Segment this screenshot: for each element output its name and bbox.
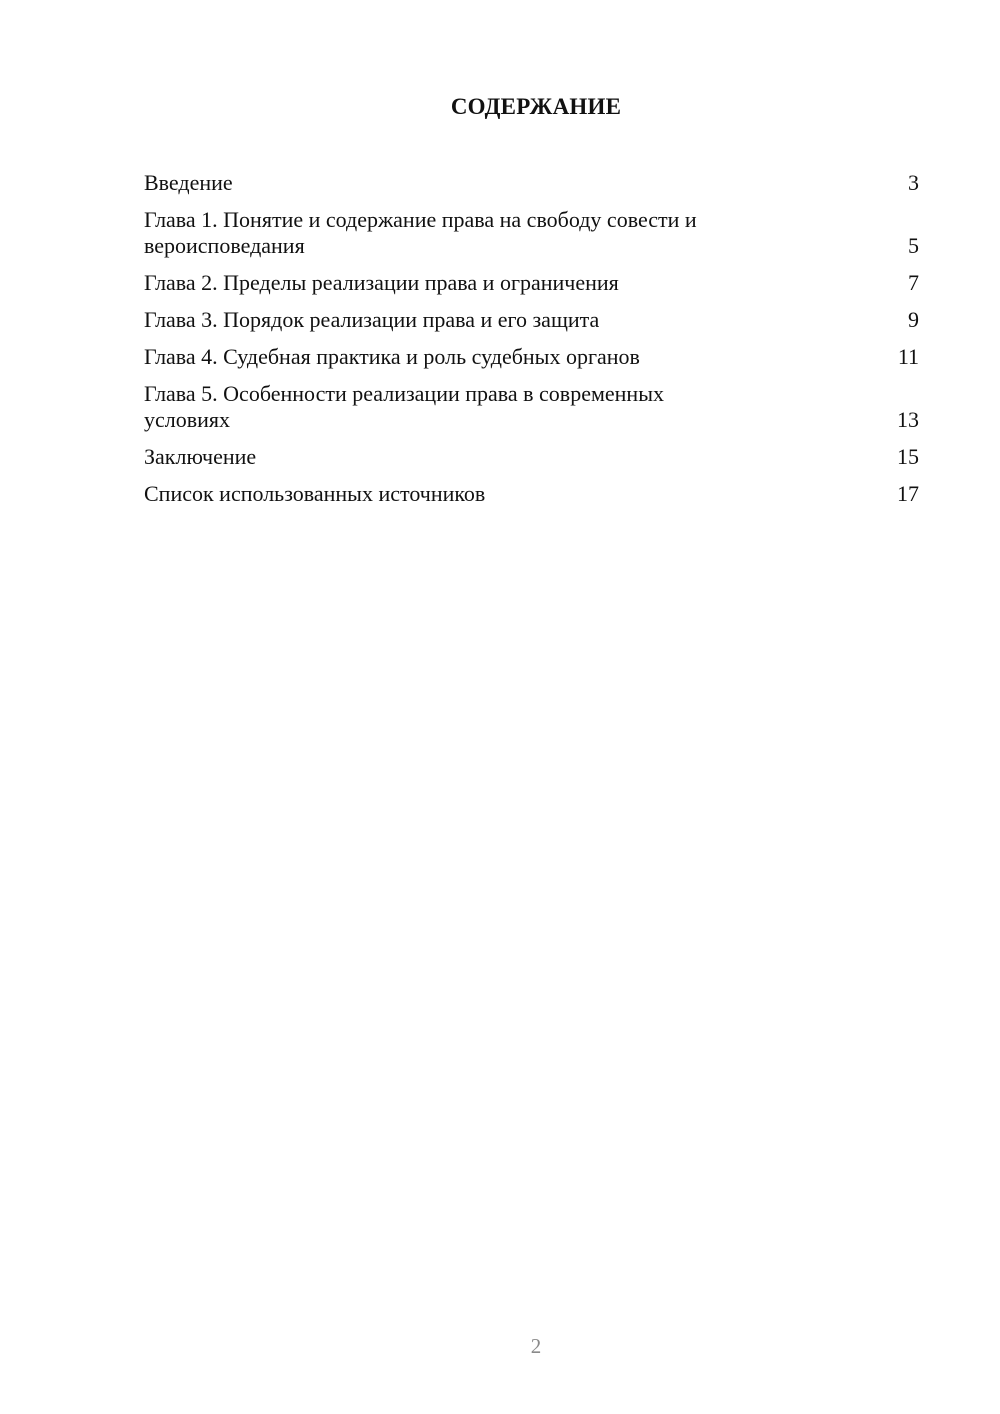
- toc-entry-page: 3: [908, 170, 919, 195]
- toc-entry-line: Глава 5. Особенности реализации права в современных: [144, 381, 664, 406]
- toc-entry-line: Глава 3. Порядок реализации права и его защита: [144, 307, 600, 332]
- toc-entry-line: Глава 2. Пределы реализации права и ограничения: [144, 270, 619, 295]
- toc-entry-introduction: [144, 170, 919, 196]
- toc-entry-page: 13: [897, 407, 919, 432]
- toc-entry-label: [144, 270, 619, 296]
- toc-entry-chapter-2: [144, 270, 919, 296]
- toc-entry-line: Список использованных источников: [144, 481, 486, 506]
- page-number: 2: [530, 1334, 542, 1358]
- toc-entry-label: [144, 481, 485, 507]
- toc-entry-page: 11: [897, 344, 919, 369]
- toc-entry-label: [144, 207, 697, 259]
- toc-entry-label: [144, 307, 599, 333]
- toc-list: [144, 170, 919, 518]
- toc-entry-page: 7: [908, 270, 919, 295]
- toc-entry-line: Заключение: [144, 444, 257, 469]
- toc-title: СОДЕРЖАНИЕ: [450, 94, 622, 119]
- toc-entry-label: [144, 381, 664, 433]
- toc-entry-chapter-1: [144, 207, 919, 259]
- toc-entry-sources: [144, 481, 919, 507]
- toc-entry-chapter-3: [144, 307, 919, 333]
- toc-entry-page: 17: [897, 481, 919, 506]
- toc-entry-conclusion: [144, 444, 919, 470]
- toc-entry-page: 15: [897, 444, 919, 469]
- toc-entry-line: Глава 1. Понятие и содержание права на свободу совести и: [144, 207, 697, 232]
- toc-entry-line: Введение: [144, 170, 233, 195]
- toc-entry-chapter-5: [144, 381, 919, 433]
- toc-entry-page: 9: [908, 307, 919, 332]
- toc-entry-line: Глава 4. Судебная практика и роль судебных органов: [144, 344, 640, 369]
- toc-entry-chapter-4: [144, 344, 919, 370]
- toc-entry-label: [144, 170, 233, 196]
- toc-entry-label: [144, 344, 640, 370]
- toc-entry-page: 5: [908, 233, 919, 258]
- toc-entry-line-continued: вероисповедания: [144, 233, 305, 258]
- toc-entry-label: [144, 444, 256, 470]
- toc-entry-line-continued: условиях: [144, 407, 231, 432]
